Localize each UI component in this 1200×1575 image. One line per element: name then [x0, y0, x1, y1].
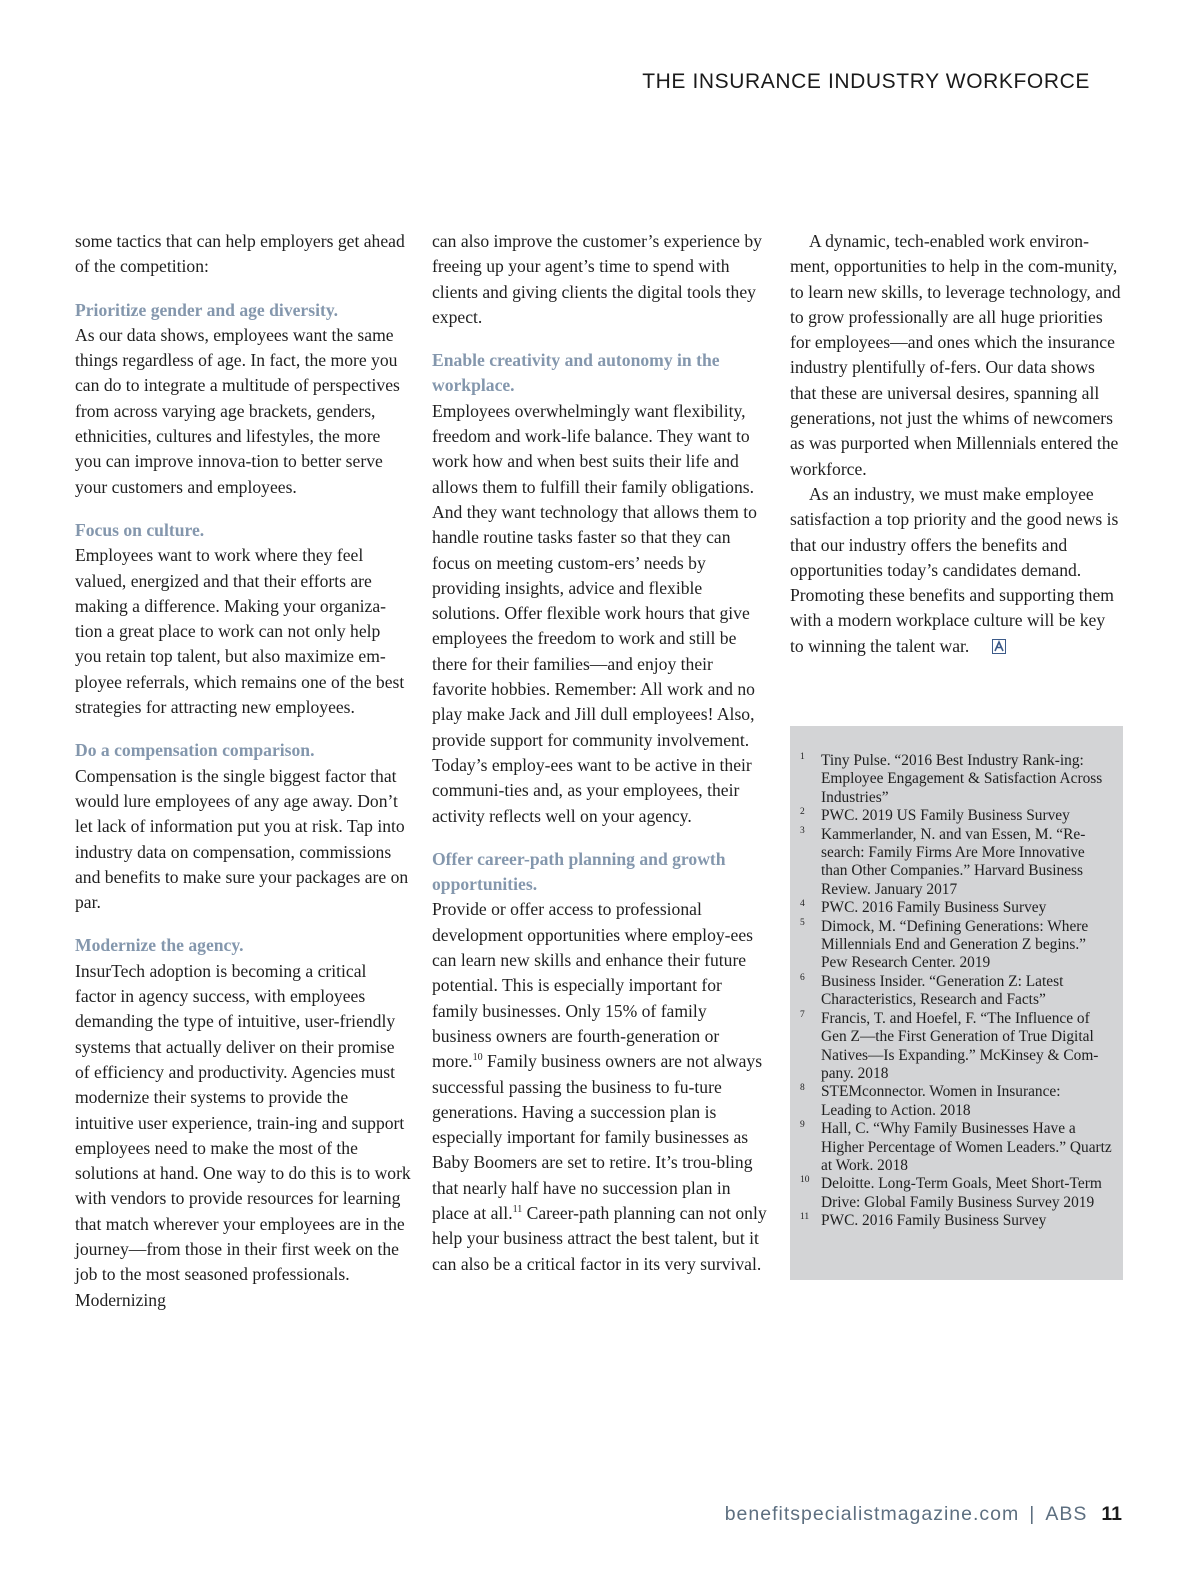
article-column-1: [75, 229, 411, 1313]
footer-site: benefitspecialistmagazine.com: [724, 1503, 1020, 1525]
footnote-number: 4: [800, 899, 805, 910]
footnotes-sidebar: [790, 726, 1123, 1280]
paragraph: A dynamic, tech-enabled work environ-ment, opportunities to help in the com-munity, to learn new skills, to leverage technology, and to grow professionally are all huge priorities for employees—and ones which the insurance industry plentifully of-fers. Our data shows that these are universal desires, spanning all generations, not just the whims of newcomers as was purported when Millennials entered the workforce.: [790, 231, 1121, 479]
footnote-text: STEMconnector. Women in Insurance: Leading to Action. 2018: [821, 1083, 1061, 1119]
footnote-item: [800, 1120, 1113, 1175]
footnote-item: [800, 752, 1113, 807]
footnote-item: [800, 807, 1113, 825]
footnote-number: 5: [800, 917, 805, 928]
footnote-item: [800, 973, 1113, 1010]
footnote-text: Kammerlander, N. and van Essen, M. “Re-search: Family Firms Are More Innovative than Other Companies.” Harvard Business Review. January 2017: [821, 825, 1086, 898]
footnote-text: Deloitte. Long-Term Goals, Meet Short-Term Drive: Global Family Business Survey 2019: [821, 1175, 1102, 1211]
paragraph: [790, 482, 1123, 659]
running-header: THE INSURANCE INDUSTRY WORKFORCE: [642, 70, 1090, 93]
footnote-text: PWC. 2019 US Family Business Survey: [821, 807, 1070, 825]
section-heading: Do a compensation comparison.: [75, 740, 315, 761]
footnote-ref: 10: [472, 1052, 483, 1064]
paragraph: InsurTech adoption is becoming a critical factor in agency success, with employees demanding the type of intuitive, user-friendly systems that actually deliver on their promise of efficiency and productivity. Agencies must modernize their systems to provide the intuitive user experience, train-ing and support employees need to make the most of the solutions at hand. One way to do this is to work with vendors to provide resources for learning that match wherever your employees are in the journey—from those in their first week on the job to the most seasoned professionals. Modernizing: [75, 960, 411, 1310]
section-heading: Focus on culture.: [75, 519, 205, 540]
paragraph: Compensation is the single biggest factor that would lure employees of any age away. Don’t let lack of information put you at risk. Tap into industry data on compensation, commissions and benefits to make sure your packages are on par.: [75, 765, 409, 913]
page-number: 11: [1101, 1503, 1122, 1525]
footnote-list: [800, 752, 1113, 1231]
paragraph-text: Provide or offer access to professional development opportunities where employ-ees can learn new skills and enhance their future potential. This is especially important for family businesses. Only 15% of family business owners are fourth-generation or more.: [432, 899, 753, 1072]
paragraph-text: Career-path planning can not only help your business attract the best talent, but it can also be a critical factor in its very survival.: [432, 1202, 767, 1274]
footer-brand: ABS: [1045, 1503, 1088, 1525]
footnote-text: Business Insider. “Generation Z: Latest Characteristics, Research and Facts”: [821, 972, 1064, 1009]
footnote-text: PWC. 2016 Family Business Survey: [821, 899, 1047, 917]
footnote-number: 1: [800, 752, 805, 762]
footer-separator: |: [1029, 1503, 1036, 1525]
footnote-text: Hall, C. “Why Family Businesses Have a Higher Percentage of Women Leaders.” Quartz at Work. 2018: [821, 1120, 1112, 1174]
footnote-text: Dimock, M. “Defining Generations: Where Millennials End and Generation Z begins.” Pew Research Center. 2019: [821, 917, 1089, 972]
abs-end-mark-icon: [973, 636, 987, 651]
section-heading: Enable creativity and autonomy in the workplace.: [432, 350, 720, 396]
footnote-number: 3: [800, 825, 805, 836]
footnote-ref: 11: [512, 1203, 523, 1215]
paragraph: As our data shows, employees want the same things regardless of age. In fact, the more you can do to integrate a multitude of perspectives from across varying age brackets, genders, ethnicities, cultures and lifestyles, the more you can improve innova-tion to better serve your customers and employees.: [75, 324, 400, 497]
footnote-item: [800, 899, 1113, 917]
footnote-item: [800, 1212, 1113, 1230]
footnote-number: 9: [800, 1120, 805, 1131]
page-footer: [725, 1503, 1122, 1526]
footnote-item: [800, 826, 1113, 900]
footnote-number: 8: [800, 1083, 805, 1094]
footnote-number: 2: [800, 807, 805, 818]
footnote-text: PWC. 2016 Family Business Survey: [821, 1212, 1047, 1230]
article-column-2: [432, 229, 768, 1277]
paragraph: some tactics that can help employers get ahead of the competition:: [75, 231, 405, 277]
section-heading: Prioritize gender and age diversity.: [75, 299, 339, 320]
footnote-item: [800, 1175, 1113, 1212]
paragraph-text: As an industry, we must make employee satisfaction a top priority and the good news is that our industry offers the benefits and opportunities today’s candidates demand. Promoting these benefits and supporting them with a modern workplace culture will be key to winning the talent war.: [790, 483, 1119, 656]
footnote-text: Tiny Pulse. “2016 Best Industry Rank-ing: Employee Engagement & Satisfaction Across Industries”: [821, 752, 1103, 806]
footnote-item: [800, 1010, 1113, 1084]
footnote-number: 6: [800, 972, 805, 983]
paragraph-text: Family business owners are not always successful passing the business to fu-ture generations. Having a succession plan is especially important for family businesses as Baby Boomers are set to retire. It’s trou-bling that nearly half have no succession plan in place at all.: [432, 1051, 763, 1223]
footnote-number: 11: [800, 1212, 810, 1223]
footnote-number: 10: [800, 1175, 810, 1186]
section-heading: Modernize the agency.: [75, 935, 244, 956]
footnote-number: 7: [800, 1009, 805, 1020]
footnote-item: [800, 918, 1113, 973]
footnote-text: Francis, T. and Hoefel, F. “The Influence of Gen Z—the First Generation of True Digital Natives—Is Expanding.” McKinsey & Com-pany. 2018: [821, 1009, 1099, 1082]
article-column-3: [790, 229, 1123, 659]
paragraph: Employees want to work where they feel valued, energized and that their efforts are making a difference. Making your organiza-tion a great place to work can not only help you retain top talent, but also maximize em-ployee referrals, which remains one of the best strategies for attracting new employees.: [75, 545, 405, 718]
footnote-item: [800, 1083, 1113, 1120]
paragraph: can also improve the customer’s experience by freeing up your agent’s time to spend with clients and giving clients the digital tools they expect.: [432, 231, 762, 327]
section-heading: Offer career-path planning and growth opportunities.: [432, 848, 726, 895]
paragraph: Employees overwhelmingly want flexibility, freedom and work-life balance. They want to work how and when best suits their life and allows them to fulfill their family obligations. And they want technology that allows them to handle routine tasks faster so that they can focus on meeting custom-ers’ needs by providing insights, advice and flexible solutions. Offer flexible work hours that give employees the freedom to work and still be there for their families—and enjoy their favorite hobbies. Remember: All work and no play make Jack and Jill dull employees! Also, provide support for community involvement. Today’s employ-ees want to be active in their communi-ties and, as your employees, their activity reflects well on your agency.: [432, 400, 757, 826]
paragraph: [432, 897, 768, 1276]
